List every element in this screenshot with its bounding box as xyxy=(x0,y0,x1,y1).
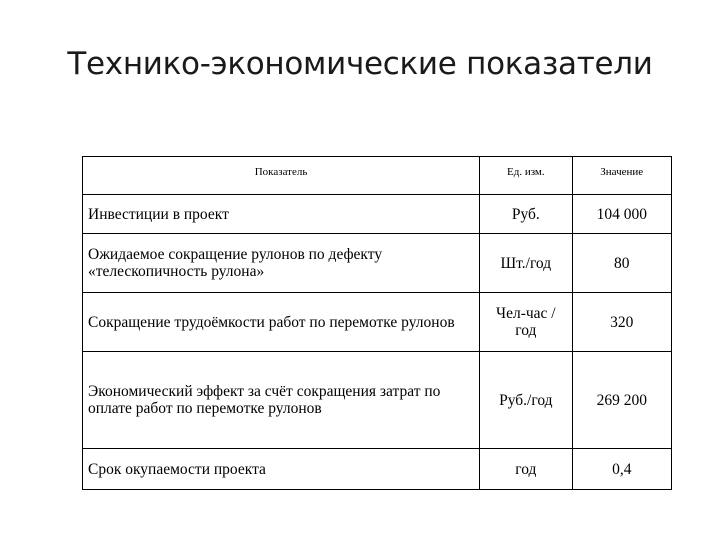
row-value: 269 200 xyxy=(572,352,672,449)
row-name: Сокращение трудоёмкости работ по перемотке рулонов xyxy=(83,293,480,352)
indicators-table xyxy=(82,156,672,490)
header-value: Значение xyxy=(572,157,672,195)
row-value: 0,4 xyxy=(572,449,672,490)
row-unit: Шт./год xyxy=(480,234,572,293)
row-name: Инвестиции в проект xyxy=(83,195,480,234)
slide-title: Технико-экономические показатели xyxy=(67,46,653,82)
row-name: Экономический эффект за счёт сокращения затрат по оплате работ по перемотке рулонов xyxy=(83,352,480,449)
row-name: Срок окупаемости проекта xyxy=(83,449,480,490)
table-row xyxy=(83,234,672,293)
row-unit: Руб./год xyxy=(480,352,572,449)
header-unit: Ед. изм. xyxy=(480,157,572,195)
header-name: Показатель xyxy=(83,157,480,195)
row-name: Ожидаемое сокращение рулонов по дефекту «телескопичность рулона» xyxy=(83,234,480,293)
row-value: 80 xyxy=(572,234,672,293)
row-unit: год xyxy=(480,449,572,490)
row-unit: Чел-час / год xyxy=(480,293,572,352)
table-row xyxy=(83,195,672,234)
row-value: 104 000 xyxy=(572,195,672,234)
table-row xyxy=(83,449,672,490)
table-row xyxy=(83,293,672,352)
table-row xyxy=(83,352,672,449)
table-header-row xyxy=(83,157,672,195)
row-unit: Руб. xyxy=(480,195,572,234)
row-value: 320 xyxy=(572,293,672,352)
